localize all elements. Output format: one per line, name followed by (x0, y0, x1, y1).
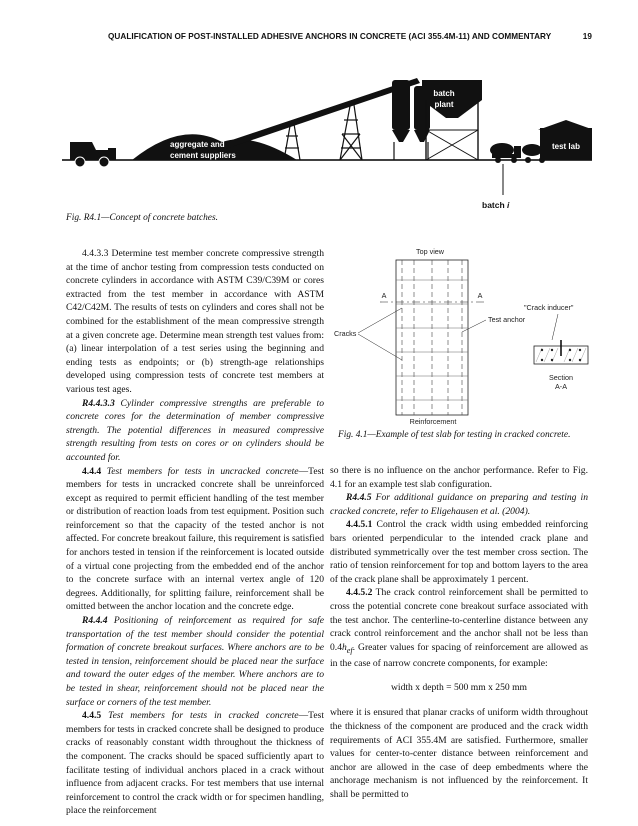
header-title: QUALIFICATION OF POST-INSTALLED ADHESIVE ANCHORS IN CONCRETE (ACI 355.4M-11) AND COMMENTARY (108, 32, 552, 41)
batch-plant-label-2: plant (434, 100, 454, 109)
section-aa-drawing (534, 340, 588, 364)
batch-plant (422, 80, 482, 160)
section-mark-right: A (477, 291, 483, 300)
test-anchor-leader (462, 320, 486, 332)
batch-i-label: batch i (482, 200, 510, 210)
conveyor-belt (202, 78, 420, 156)
para-r4-4-3-3: R4.4.3.3 Cylinder compressive strengths are preferable to concrete cores for the determination of member compressive strength. The potential differences in measured compressive strength resulting from tests on cores or on cylinders should be accounted for. (66, 397, 324, 463)
crack-lines (402, 260, 462, 415)
equation: width x depth = 500 mm x 250 mm (391, 681, 527, 693)
test-anchor-label: Test anchor (488, 315, 526, 324)
reinforcement-label: Reinforcement (409, 417, 457, 425)
section-aa-label: A-A (555, 382, 567, 391)
left-column (66, 247, 324, 818)
figure-4-1-caption: Fig. 4.1—Example of test slab for testing in cracked concrete. (338, 430, 571, 440)
para-4-4-5: 4.4.5 Test members for tests in cracked concrete—Test members for tests in cracked concrete shall be designed to produce cracks of reasonably constant width throughout the thickness of the component. The cracks should be spaced sufficiently apart to facilitate testing of individual anchors placed in a crack without influence from adjacent cracks. For test members that use internal reinforcement to control the crack width or for specimen handling, place the reinforcement (66, 710, 324, 817)
concrete-batches-figure (62, 50, 592, 220)
para-continued-2: where it is ensured that planar cracks of uniform width throughout the thickness of the component are produced and the crack width requirements of ACI 355.4M are satisfied. Furthermore, smaller values for center-to-center distance between reinforcement and anchor are allowed in the case of deep embedments where the anchorage mechanism is not influenced by the reinforcement. It shall be permitted to (330, 707, 588, 800)
test-slab-figure (330, 240, 592, 425)
aggregate-label-1: aggregate and (170, 140, 225, 149)
top-view-label: Top view (416, 247, 444, 256)
para-4-4-3-3: 4.4.3.3 Determine test member concrete compressive strength at the time of anchor testing from compression tests conducted on concrete cylinders in accordance with ASTM C39/C39M or cores extracted from the test member in accordance with ASTM C42/C42M. The results of tests on cylinders and cores shall not be combined for the establishment of the mean compressive strength at a given concrete age. Determine mean strength test values from: (a) linear interpolation of a test series using the beginning and ending tests as endpoints; or (b) strength-age relationships developed using compression tests of concrete test members at various test ages. (66, 248, 324, 395)
section-mark-left: A (381, 291, 387, 300)
cracks-leaders (358, 308, 402, 360)
aggregate-label-2: cement suppliers (170, 151, 236, 160)
para-4-4-5-2: 4.4.5.2 The crack control reinforcement shall be permitted to cross the potential concrete cone breakout surface associated with the test anchor. The centerline-to-centerline distance between any crack control reinforcement and the anchor shall not be less than $0.4h_{ef}$. Greater values for spacing of reinforcement are allowed as in the case of narrow concrete components, for example: (330, 587, 588, 670)
test-lab-label: test lab (551, 142, 581, 151)
crack-inducer-label: "Crack inducer" (524, 303, 574, 312)
cracks-label: Cracks (334, 329, 357, 338)
test-lab-building (538, 120, 592, 160)
crack-inducer-leader (552, 314, 558, 340)
section-label: Section (549, 373, 573, 382)
para-4-4-4: 4.4.4 Test members for tests in uncracked concrete—Test members for tests in uncracked concrete shall be unreinforced except as required to permit efficient handling of the test member or distribution of reaction loads from test equipment. Position such reinforcement so that the capacity of the tested anchor is not affected. For concrete breakout failure, this requirement is satisfied for anchors tested in tension if the reinforcement is located outside of a virtual cone projecting from the embedded end of the anchor to the concrete surface with an internal vertex angle of 120 degrees. Additionally, for splitting failure, reinforcement shall be omitted between the anchor location and the concrete edge. (66, 465, 324, 613)
batch-plant-label-1: batch (433, 89, 455, 98)
para-r4-4-5: R4.4.5 For additional guidance on preparing and testing in cracked concrete, refer to Eligehausen et al. (2004). (330, 492, 588, 517)
right-column (330, 464, 588, 802)
para-r4-4-4: R4.4.4 Positioning of reinforcement as required for safe transportation of the test member should consider the potential formation of concrete breakout surfaces. Where anchors are to be tested in tension, reinforcement should be placed near the surface and toward the outer edges of the member. Where anchors are to be tested in shear, reinforcement should not be placed near the surface or corners of the test member. (66, 615, 324, 708)
dump-truck-icon (70, 142, 116, 167)
page-number: 19 (582, 32, 592, 41)
figure-r41-caption: Fig. R4.1—Concept of concrete batches. (66, 213, 218, 223)
para-continued: so there is no influence on the anchor performance. Refer to Fig. 4.1 for an example test slab configuration. (330, 465, 588, 490)
para-4-4-5-1: 4.4.5.1 Control the crack width using embedded reinforcing bars oriented perpendicular to the intended crack plane and distributed symmetrically over the test member cross section. The ratio of tension reinforcement for top and bottom layers to the area of the crack plane shall be approximately 1 percent. (330, 519, 588, 585)
